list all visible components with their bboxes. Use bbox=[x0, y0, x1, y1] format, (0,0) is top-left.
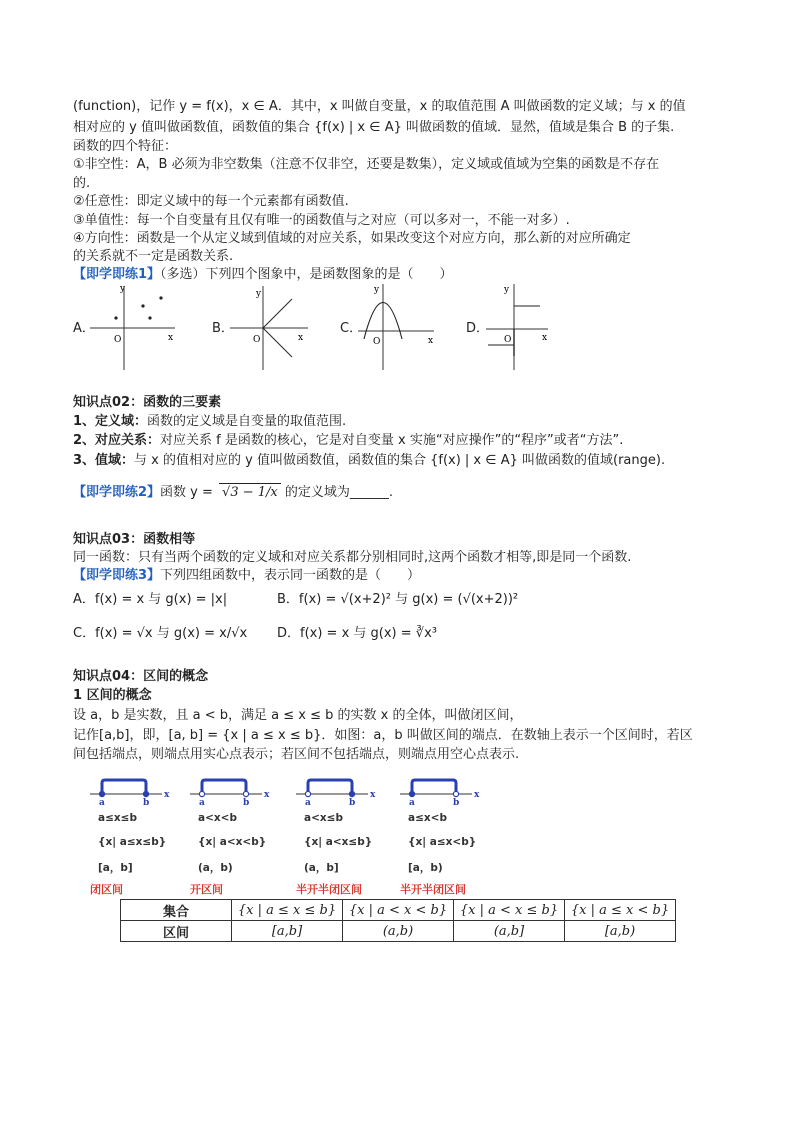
table-cell: {x | a < x < b} bbox=[343, 900, 454, 921]
interval-type-label: 闭区间 bbox=[90, 883, 123, 896]
table-cell: [a,b] bbox=[232, 921, 343, 942]
option-c-label: C． bbox=[340, 321, 363, 336]
svg-text:x: x bbox=[542, 333, 548, 343]
k02-item-1: 1、定义域：函数的定义域是自变量的取值范围. bbox=[73, 414, 347, 429]
svg-text:O: O bbox=[504, 335, 512, 345]
ex3-option-d: D．f(x) = x 与 g(x) = ∛x³ bbox=[277, 626, 437, 641]
text-line: (function)，记作 y = f(x)，x ∈ A．其中，x 叫做自变量，x 的取值范围 A 叫做函数的定义域；与 x 的值 bbox=[73, 99, 686, 114]
k02-item-3: 3、值域：与 x 的值相对应的 y 值叫做函数值，函数值的集合 {f(x) | x ∈ A} 叫做函数的值域(range). bbox=[73, 453, 666, 468]
sqrt-expression: √3 − 1/x bbox=[219, 483, 281, 502]
set-caption: {x| a<x<b} bbox=[198, 836, 267, 848]
table-cell: [a,b) bbox=[565, 921, 676, 942]
text-line: ②任意性：即定义域中的每一个元素都有函数值. bbox=[73, 194, 349, 209]
ineq-caption: a≤x<b bbox=[408, 812, 447, 824]
table-row bbox=[121, 921, 676, 942]
table-cell: {x | a ≤ x < b} bbox=[565, 900, 676, 921]
k03-text: 同一函数：只有当两个函数的定义域和对应关系都分别相同时,这两个函数才相等,即是同一个函数. bbox=[73, 550, 632, 565]
interval-caption: (a，b) bbox=[198, 862, 233, 874]
svg-text:y: y bbox=[504, 285, 510, 295]
table-cell: 集合 bbox=[121, 900, 232, 921]
k02-item-2: 2、对应关系：对应关系 f 是函数的核心，它是对自变量 x 实施“对应操作”的“程序”或者“方法”. bbox=[73, 433, 624, 448]
text-line: 的. bbox=[73, 176, 91, 191]
number-line-diagram bbox=[88, 776, 172, 806]
ex3-option-a: A．f(x) = x 与 g(x) = |x| bbox=[73, 592, 228, 607]
table-cell: 区间 bbox=[121, 921, 232, 942]
interval-caption: [a，b] bbox=[98, 862, 133, 874]
number-line-diagram bbox=[294, 776, 378, 806]
axis-y: y bbox=[120, 284, 126, 294]
endpoint-b: b bbox=[349, 798, 356, 806]
option-a-label: A． bbox=[73, 321, 95, 336]
number-line-diagram bbox=[398, 776, 482, 806]
exercise-tag: 【即学即练1】 bbox=[73, 267, 161, 282]
axis-x: x bbox=[164, 790, 170, 800]
svg-text:y: y bbox=[256, 289, 262, 299]
option-d-label: D． bbox=[466, 321, 490, 336]
axis-x: x bbox=[474, 790, 480, 800]
k04-para: 记作[a,b]，即，[a, b] = {x | a ≤ x ≤ b}．如图：a，b 叫做区间的端点．在数轴上表示一个区间时，若区 bbox=[73, 728, 693, 743]
table-row bbox=[121, 900, 676, 921]
svg-text:x: x bbox=[298, 333, 304, 343]
text-line: ④方向性：函数是一个从定义域到值域的对应关系，如果改变这个对应方向，那么新的对应所确定 bbox=[73, 231, 631, 246]
text-line: 的关系就不一定是函数关系. bbox=[73, 249, 234, 264]
text-line: ③单值性：每一个自变量有且仅有唯一的函数值与之对应（可以多对一，不能一对多）. bbox=[73, 213, 570, 228]
ineq-caption: a<x≤b bbox=[304, 812, 343, 824]
endpoint-a: a bbox=[199, 798, 205, 806]
endpoint-a: a bbox=[409, 798, 415, 806]
ineq-caption: a≤x≤b bbox=[98, 812, 137, 824]
k04-para: 设 a，b 是实数，且 a < b，满足 a ≤ x ≤ b 的实数 x 的全体，叫做闭区间， bbox=[73, 708, 523, 723]
set-caption: {x| a≤x<b} bbox=[408, 836, 477, 848]
endpoint-a: a bbox=[99, 798, 105, 806]
set-caption: {x| a≤x≤b} bbox=[98, 836, 167, 848]
exercise-3: 【即学即练3】下列四组函数中，表示同一函数的是（ ） bbox=[73, 568, 421, 583]
table-cell: {x | a < x ≤ b} bbox=[454, 900, 565, 921]
endpoint-a: a bbox=[305, 798, 311, 806]
table-cell: (a,b] bbox=[454, 921, 565, 942]
section-title-k04: 知识点04：区间的概念 bbox=[73, 669, 209, 684]
interval-type-label: 半开半闭区间 bbox=[400, 883, 466, 896]
k04-para: 间包括端点，则端点用实心点表示；若区间不包括端点，则端点用空心点表示. bbox=[73, 747, 520, 762]
table-cell: (a,b) bbox=[343, 921, 454, 942]
graph-d bbox=[484, 282, 564, 372]
text-line: ①非空性：A，B 必须为非空数集（注意不仅非空，还要是数集），定义域或值域为空集的函数是不存在 bbox=[73, 157, 660, 172]
section-title-k02: 知识点02：函数的三要素 bbox=[73, 395, 222, 410]
interval-type-label: 半开半闭区间 bbox=[296, 883, 362, 896]
axis-x: x bbox=[264, 790, 270, 800]
option-b-label: B． bbox=[212, 321, 234, 336]
interval-type-label: 开区间 bbox=[190, 883, 223, 896]
set-caption: {x| a<x≤b} bbox=[304, 836, 373, 848]
table-cell: {x | a ≤ x ≤ b} bbox=[232, 900, 343, 921]
ex3-option-b: B．f(x) = √(x+2)² 与 g(x) = (√(x+2))² bbox=[277, 592, 519, 607]
exercise-text: （多选）下列四个图象中，是函数图象的是（ ） bbox=[160, 267, 453, 282]
axis-x: x bbox=[168, 333, 174, 343]
exercise-2: 【即学即练2】函数 y = √3 − 1/x 的定义域为______. bbox=[73, 485, 394, 500]
svg-text:y: y bbox=[374, 285, 380, 295]
ex3-option-c: C．f(x) = √x 与 g(x) = x/√x bbox=[73, 626, 248, 641]
endpoint-b: b bbox=[143, 798, 150, 806]
graph-c bbox=[356, 282, 446, 372]
ineq-caption: a<x<b bbox=[198, 812, 237, 824]
interval-caption: [a，b) bbox=[408, 862, 443, 874]
axis-origin: O bbox=[114, 335, 122, 345]
section-title-k03: 知识点03：函数相等 bbox=[73, 532, 196, 547]
svg-text:x: x bbox=[428, 336, 434, 346]
axis-x: x bbox=[370, 790, 376, 800]
interval-caption: (a，b] bbox=[304, 862, 339, 874]
text-line: 函数的四个特征： bbox=[73, 139, 178, 154]
text-line: 相对应的 y 值叫做函数值，函数值的集合 {f(x) | x ∈ A} 叫做函数的值域．显然，值域是集合 B 的子集. bbox=[73, 120, 675, 135]
endpoint-b: b bbox=[453, 798, 460, 806]
graph-a bbox=[90, 282, 180, 372]
svg-text:O: O bbox=[253, 335, 261, 345]
endpoint-b: b bbox=[243, 798, 250, 806]
interval-table bbox=[120, 899, 676, 942]
k04-subtitle: 1 区间的概念 bbox=[73, 688, 152, 703]
number-line-diagram bbox=[188, 776, 272, 806]
svg-text:O: O bbox=[373, 337, 381, 347]
graph-b bbox=[228, 282, 318, 372]
